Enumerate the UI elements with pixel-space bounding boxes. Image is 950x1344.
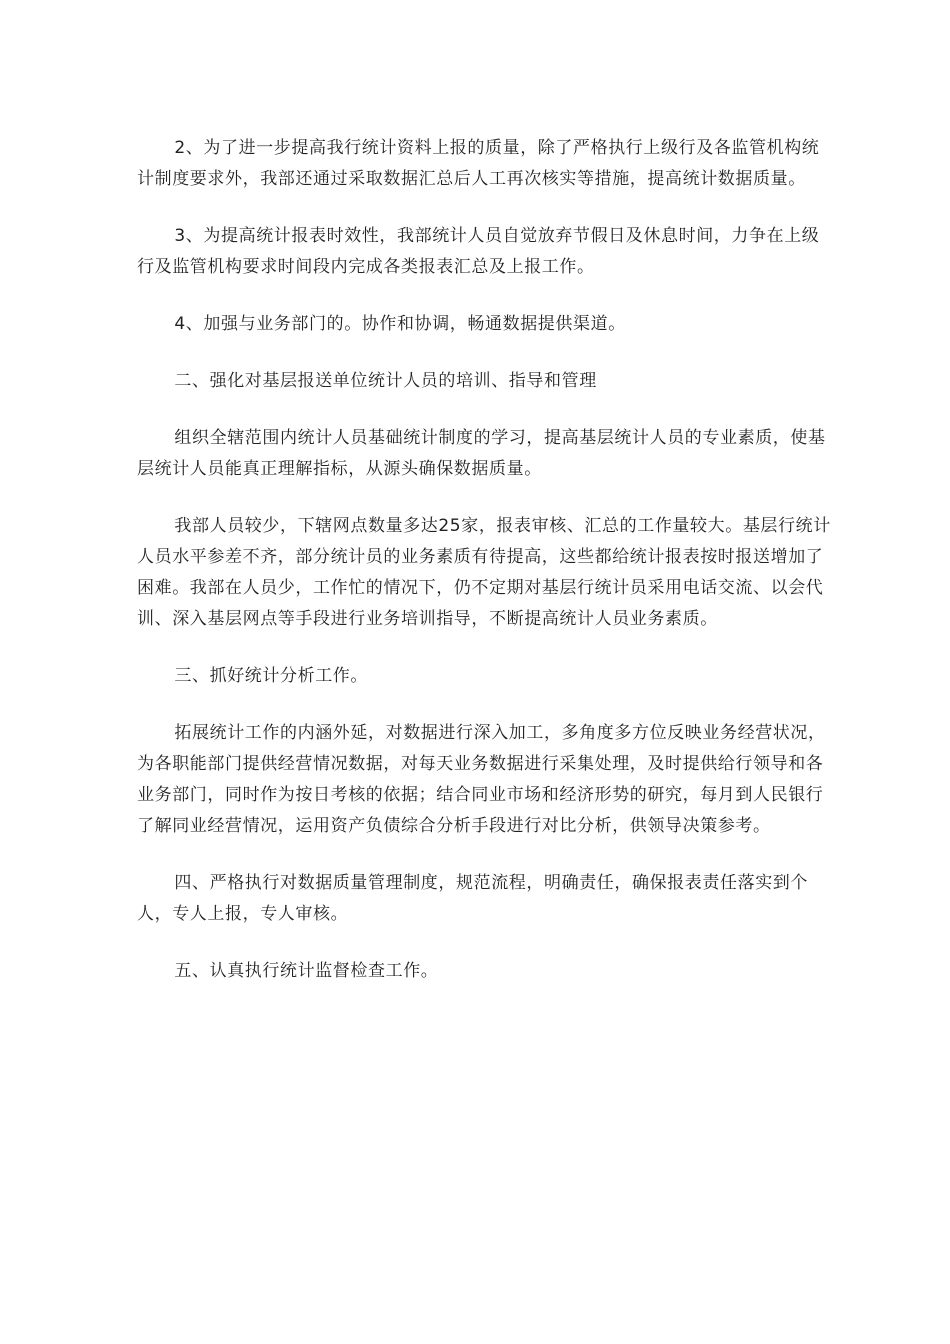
paragraph-analysis: 拓展统计工作的内涵外延，对数据进行深入加工，多角度多方位反映业务经营状况，为各职能部门提供经营情况数据，对每天业务数据进行采集处理，及时提供给行领导和各业务部门，同时作为按日考核的依据；结合同业市场和经济形势的研究，每月到人民银行了解同业经营情况，运用资产负债综合分析手段进行对比分析，供领导决策参考。 — [137, 723, 826, 836]
document-body — [137, 133, 832, 1013]
section-heading-3: 三、抓好统计分析工作。 — [174, 666, 368, 686]
section-heading-2: 二、强化对基层报送单位统计人员的培训、指导和管理 — [174, 371, 597, 391]
paragraph-training: 组织全辖范围内统计人员基础统计制度的学习，提高基层统计人员的专业素质，使基层统计人员能真正理解指标，从源头确保数据质量。 — [137, 428, 826, 479]
paragraph-item-3: 3、为提高统计报表时效性，我部统计人员自觉放弃节假日及休息时间，力争在上级行及监管机构要求时间段内完成各类报表汇总及上报工作。 — [137, 226, 820, 277]
paragraph-item-4: 4、加强与业务部门的。协作和协调，畅通数据提供渠道。 — [174, 314, 626, 334]
paragraph-item-2: 2、为了进一步提高我行统计资料上报的质量，除了严格执行上级行及各监管机构统计制度要求外，我部还通过采取数据汇总后人工再次核实等措施，提高统计数据质量。 — [137, 138, 820, 189]
section-heading-5: 五、认真执行统计监督检查工作。 — [174, 961, 439, 981]
section-heading-4: 四、严格执行对数据质量管理制度，规范流程，明确责任，确保报表责任落实到个人，专人上报，专人审核。 — [137, 873, 808, 924]
paragraph-staff-shortage: 我部人员较少，下辖网点数量多达25家，报表审核、汇总的工作量较大。基层行统计人员水平参差不齐，部分统计员的业务素质有待提高，这些都给统计报表按时报送增加了困难。我部在人员少，工作忙的情况下，仍不定期对基层行统计员采用电话交流、以会代训、深入基层网点等手段进行业务培训指导，不断提高统计人员业务素质。 — [137, 516, 831, 629]
